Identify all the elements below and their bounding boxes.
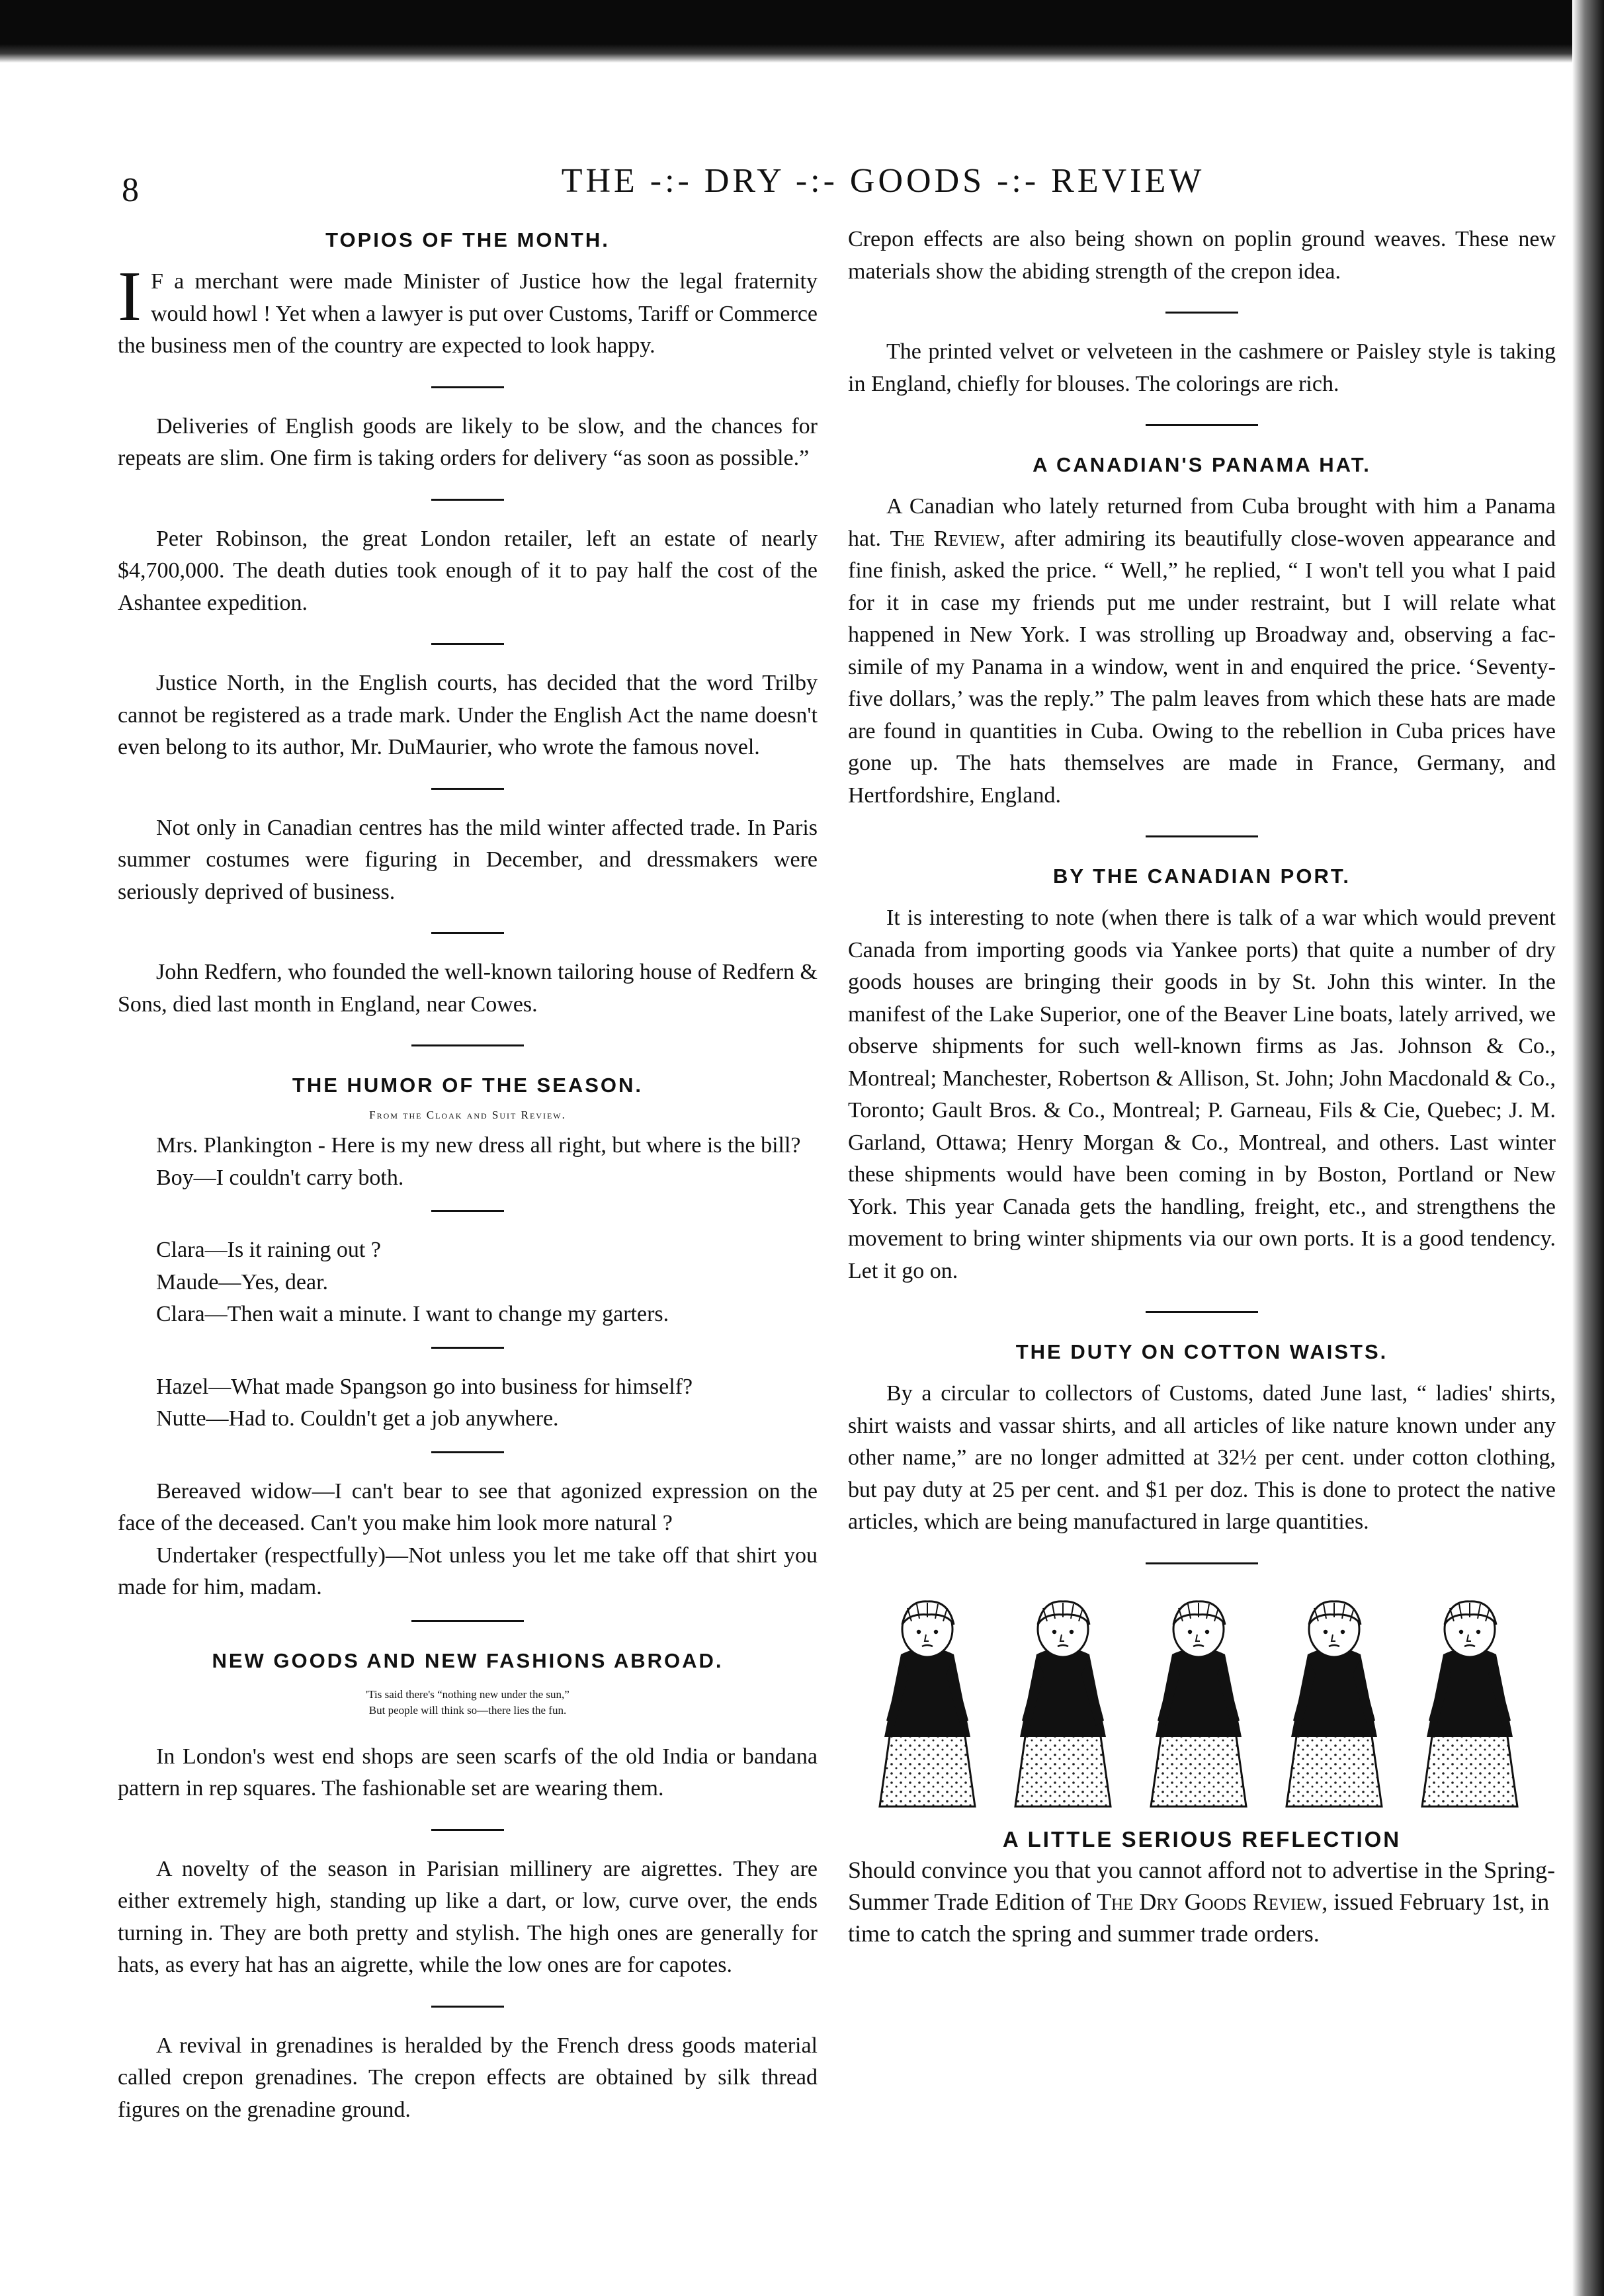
section-rule	[1146, 424, 1258, 426]
topics-paragraph-4: Justice North, in the English courts, has decided that the word Trilby cannot be registered as a trade mark. Under the English Act the name doesn't even belong to its author, Mr. DuMaurier, who wrote the famous novel.	[118, 671, 818, 759]
section-rule	[431, 2006, 504, 2008]
joke-2-line-2: Maude—Yes, dear.	[156, 1269, 329, 1295]
page-number: 8	[122, 171, 139, 209]
section-rule	[431, 499, 504, 501]
advert-text-b: issued February 1st, in time to catch the spring and summer trade orders.	[848, 1889, 1550, 1947]
joke-3-line-2: Nutte—Had to. Couldn't get a job anywhere.	[156, 1406, 559, 1431]
fashions-paragraph-4: Crepon effects are also being shown on poplin ground weaves. These new materials show the abiding strength of the crepon idea.	[848, 227, 1556, 284]
duty-paragraph: By a circular to collectors of Customs, dated June last, “ ladies' shirts, shirt waists and vassar shirts, and all articles of like nature known under any other name,” are no longer admitted at 32½ per cent. under cotton clothing, but pay duty at 25 per cent. and $1 per doz. This is done to protect the native articles, which are being manufactured in large quantities.	[848, 1381, 1556, 1534]
section-rule	[1146, 835, 1258, 837]
section-rule	[1146, 1311, 1258, 1313]
running-head: THE -:- DRY -:- GOODS -:- REVIEW	[561, 162, 1205, 200]
section-rule	[431, 643, 504, 645]
advert-review-name: The Dry Goods Review,	[1097, 1889, 1328, 1915]
topics-paragraph-6: John Redfern, who founded the well-known tailoring house of Redfern & Sons, died last month in England, near Cowes.	[118, 960, 818, 1017]
section-rule	[431, 1829, 504, 1831]
port-paragraph: It is interesting to note (when there is talk of a war which would prevent Canada from importing goods via Yankee ports) that quite a number of dry goods houses are bringing their goods in by St. John this winter. In the manifest of the Lake Superior, one of the Beaver Line boats, lately arrived, we observe shipments for such well-known firms as Jas. Johnson & Co., Montreal; Manchester, Robertson & Allison, St. John; John Macdonald & Co., Toronto; Gault Bros. & Co., Montreal; P. Garneau, Fils & Cie, Quebec; J. M. Garland, Ottawa; Henry Morgan & Co., Montreal, and others. Last winter these shipments would have been coming in by Boston, Portland or New York. This year Canada gets the handling, freight, etc., and strengthens the movement to bring winter shipments via our own ports. It is a good tendency. Let it go on.	[848, 906, 1556, 1283]
duty-heading: THE DUTY ON COTTON WAISTS.	[1015, 1340, 1388, 1363]
joke-2-line-3: Clara—Then wait a minute. I want to change my garters.	[156, 1302, 669, 1326]
advert-body	[848, 1854, 1556, 1949]
epigraph-line-1: 'Tis said there's “nothing new under the sun,”	[366, 1687, 570, 1701]
drop-cap: I	[118, 257, 142, 336]
right-column	[848, 224, 1556, 1973]
right-scan-border	[1572, 0, 1604, 2296]
section-rule	[411, 1620, 524, 1622]
panama-paragraph	[848, 491, 1556, 812]
five-children-illustration	[848, 1595, 1556, 1813]
topics-paragraph-1	[118, 257, 818, 362]
review-name: The Review,	[890, 526, 1006, 551]
joke-2-line-1: Clara—Is it raining out ?	[156, 1238, 381, 1262]
joke-1-line-1: Mrs. Plankington - Here is my new dress all right, but where is the bill?	[156, 1133, 801, 1158]
fashions-paragraph-2: A novelty of the season in Parisian millinery are aigrettes. They are either extremely high, standing up like a dart, or low, curve over, the ends turning in. They are both pretty and stylish. The high ones are generally for hats, as every hat has an aigrette, while the low ones are for capotes.	[118, 1856, 818, 1977]
advert-heading: A LITTLE SERIOUS REFLECTION	[1002, 1827, 1402, 1851]
fashions-paragraph-1: In London's west end shops are seen scarfs of the old India or bandana pattern in rep squares. The fashionable set are wearing them.	[118, 1744, 818, 1801]
topics-paragraph-3: Peter Robinson, the great London retailer, left an estate of nearly $4,700,000. The death duties took enough of it to pay half the cost of the Ashantee expedition.	[118, 526, 818, 615]
humor-heading: THE HUMOR OF THE SEASON.	[292, 1074, 644, 1097]
section-rule	[431, 1347, 504, 1349]
epigraph-line-2: But people will think so—there lies the fun.	[368, 1703, 567, 1717]
section-rule	[431, 1210, 504, 1212]
fashions-heading: NEW GOODS AND NEW FASHIONS ABROAD.	[212, 1648, 724, 1672]
port-heading: BY THE CANADIAN PORT.	[1053, 865, 1351, 888]
joke-3-line-1: Hazel—What made Spangson go into business for himself?	[156, 1374, 693, 1399]
section-rule	[431, 788, 504, 790]
advert-text-a: Should convince you that you cannot afford not to advertise in the Spring-Summer Trade Edition of	[848, 1857, 1556, 1915]
joke-4-line-2: Undertaker (respectfully)—Not unless you let me take off that shirt you made for him, madam.	[118, 1543, 818, 1599]
section-rule	[411, 1044, 524, 1046]
section-rule	[1146, 1562, 1258, 1564]
panama-heading: A CANADIAN'S PANAMA HAT.	[1033, 453, 1371, 476]
section-rule	[1165, 312, 1238, 314]
section-rule	[431, 932, 504, 934]
left-column	[118, 224, 818, 2126]
joke-1-line-2: Boy—I couldn't carry both.	[156, 1165, 404, 1190]
top-scan-border	[0, 0, 1604, 63]
fashions-paragraph-3: A revival in grenadines is heralded by the French dress goods material called crepon grenadines. The crepon effects are obtained by silk thread figures on the grenadine ground.	[118, 2033, 818, 2122]
section-rule	[431, 1451, 504, 1453]
panama-text-a: A Canadian who lately returned from Cuba brought with him a Panama hat.	[848, 494, 1556, 551]
topics-paragraph-1-text: F a merchant were made Minister of Justice how the legal fraternity would howl ! Yet when a lawyer is put over Customs, Tariff or Commerce the business men of the country are expected to look happy.	[118, 269, 818, 358]
topics-paragraph-2: Deliveries of English goods are likely to be slow, and the chances for repeats are slim. One firm is taking orders for delivery “as soon as possible.”	[118, 413, 818, 470]
section-rule	[431, 386, 504, 388]
humor-source: From the Cloak and Suit Review.	[369, 1109, 566, 1121]
topics-heading: TOPIOS OF THE MONTH.	[325, 228, 610, 251]
joke-4-line-1: Bereaved widow—I can't bear to see that agonized expression on the face of the deceased. Can't you make him look more natural ?	[118, 1478, 818, 1535]
panama-text-b: after admiring its beautifully close-woven appearance and fine finish, asked the price. “ Well,” he replied, “ I won't tell you what I paid for it in case my friends put me under restraint, but I will relate what happened in New York. I was strolling up Broadway and, observing a fac-simile of my Panama in a window, went in and enquired the price. ‘Seventy-five dollars,’ was the reply.” The palm leaves from which these hats are made are found in quantities in Cuba. Owing to the rebellion in Cuba prices have gone up. The hats themselves are made in France, Germany, and Hertfordshire, England.	[848, 526, 1556, 808]
fashions-epigraph	[118, 1687, 818, 1719]
fashions-paragraph-5: The printed velvet or velveteen in the cashmere or Paisley style is taking in England, chiefly for blouses. The colorings are rich.	[848, 339, 1556, 396]
topics-paragraph-5: Not only in Canadian centres has the mild winter affected trade. In Paris summer costumes were figuring in December, and dressmakers were seriously deprived of business.	[118, 815, 818, 904]
